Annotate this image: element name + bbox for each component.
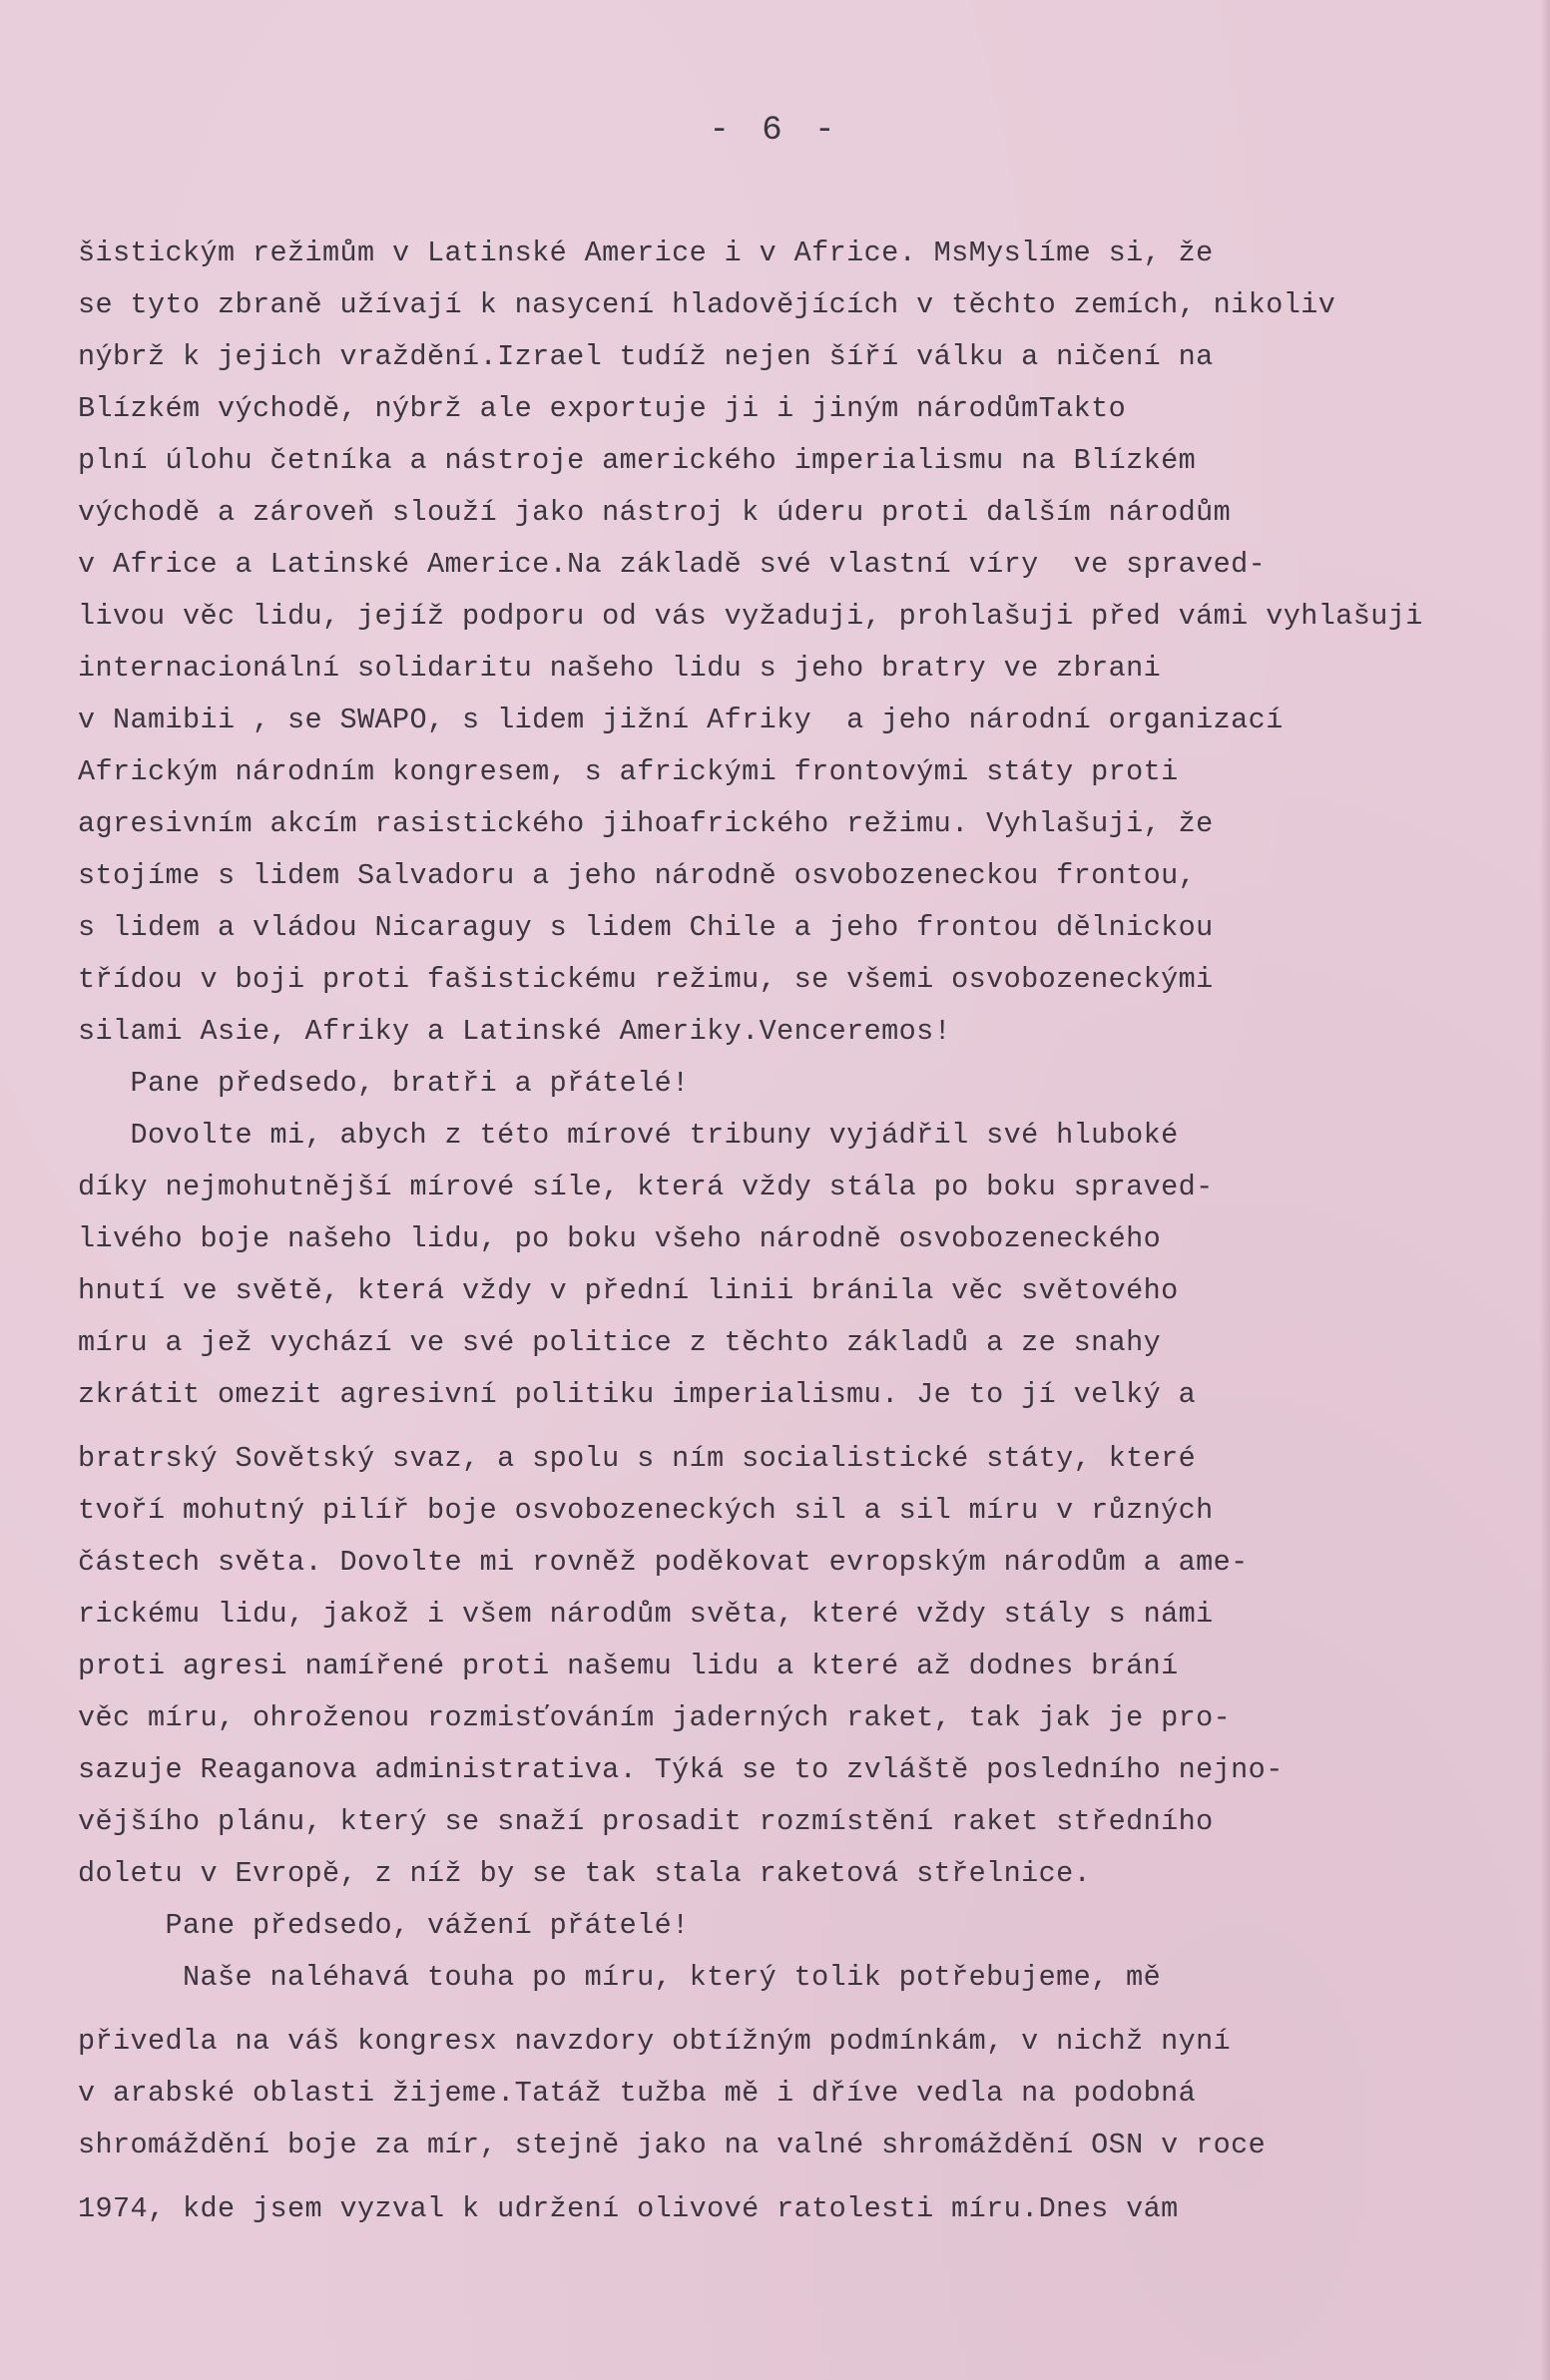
text-line: Pane předsedo, bratři a přátelé! [78, 1067, 690, 1100]
text-line: stojíme s lidem Salvadoru a jeho národně osvobozeneckou frontou, [78, 859, 1197, 892]
text-line: třídou v boji proti fašistickému režimu, se všemi osvobozeneckými [78, 963, 1214, 996]
text-line: s lidem a vládou Nicaraguy s lidem Chile a jeho frontou dělnickou [78, 911, 1214, 944]
line-gap [78, 2171, 1525, 2183]
page-edge-shadow [1540, 0, 1550, 2380]
text-line: hnutí ve světě, která vždy v přední linii bránila věc světového [78, 1274, 1179, 1307]
text-line: míru a jež vychází ve své politice z těchto základů a ze snahy [78, 1326, 1162, 1359]
text-line: šistickým režimům v Latinské Americe i v Africe. MsMyslíme si, že [78, 237, 1214, 269]
page-number: - 6 - [709, 112, 841, 150]
line-gap [78, 2004, 1525, 2016]
text-line: přivedla na váš kongresx navzdory obtížným podmínkám, v nichž nyní [78, 2025, 1232, 2058]
text-line: silami Asie, Afriky a Latinské Ameriky.Venceremos! [78, 1015, 952, 1048]
text-line: vějšího plánu, který se snaží prosadit rozmístění raket středního [78, 1805, 1214, 1838]
text-line: Dovolte mi, abych z této mírové tribuny vyjádřil své hluboké [78, 1119, 1179, 1152]
text-line: díky nejmohutnější mírové síle, která vždy stála po boku spraved- [78, 1171, 1214, 1203]
text-line: bratrský Sovětský svaz, a spolu s ním socialistické státy, které [78, 1442, 1197, 1475]
typewritten-body [78, 228, 1525, 2235]
text-line: Africkým národním kongresem, s africkými frontovými státy proti [78, 755, 1179, 788]
text-line: Pane předsedo, vážení přátelé! [78, 1909, 690, 1942]
text-line: tvoří mohutný pilíř boje osvobozeneckých sil a sil míru v různých [78, 1494, 1214, 1527]
text-line: internacionální solidaritu našeho lidu s jeho bratry ve zbrani [78, 652, 1162, 685]
text-line: 1974, kde jsem vyzval k udržení olivové ratolesti míru.Dnes vám [78, 2192, 1179, 2225]
text-line: livou věc lidu, jejíž podporu od vás vyžaduji, prohlašuji před vámi vyhlašuji [78, 600, 1423, 633]
text-line: nýbrž k jejich vraždění.Izrael tudíž nejen šíří válku a ničení na [78, 340, 1214, 373]
text-line: doletu v Evropě, z níž by se tak stala raketová střelnice. [78, 1857, 1092, 1890]
text-line: livého boje našeho lidu, po boku všeho národně osvobozeneckého [78, 1222, 1162, 1255]
text-line: agresivním akcím rasistického jihoafrického režimu. Vyhlašuji, že [78, 807, 1214, 840]
text-line: věc míru, ohroženou rozmisťováním jaderných raket, tak jak je pro- [78, 1701, 1232, 1734]
text-line: v arabské oblasti žijeme.Tatáž tužba mě i dříve vedla na podobná [78, 2077, 1197, 2110]
text-line: v Africe a Latinské Americe.Na základě své vlastní víry ve spraved- [78, 548, 1267, 581]
text-line: Blízkém východě, nýbrž ale exportuje ji i jiným národůmTakto [78, 392, 1127, 425]
text-line: sazuje Reaganova administrativa. Týká se to zvláště posledního nejno- [78, 1753, 1284, 1786]
text-line: proti agresi namířené proti našemu lidu a které až dodnes brání [78, 1650, 1179, 1682]
text-line: východě a zároveň slouží jako nástroj k úderu proti dalším národům [78, 496, 1232, 529]
text-line: se tyto zbraně užívají k nasycení hladovějících v těchto zemích, nikoliv [78, 288, 1336, 321]
text-line: rickému lidu, jakož i všem národům světa, které vždy stály s námi [78, 1598, 1214, 1631]
text-line: Naše naléhavá touha po míru, který tolik potřebujeme, mě [78, 1961, 1162, 1994]
text-line: plní úlohu četníka a nástroje amerického imperialismu na Blízkém [78, 444, 1197, 477]
line-gap [78, 1421, 1525, 1433]
text-line: v Namibii , se SWAPO, s lidem jižní Afriky a jeho národní organizací [78, 704, 1284, 736]
text-line: zkrátit omezit agresivní politiku imperialismu. Je to jí velký a [78, 1378, 1197, 1411]
text-line: shromáždění boje za mír, stejně jako na valné shromáždění OSN v roce [78, 2129, 1267, 2161]
text-line: částech světa. Dovolte mi rovněž poděkovat evropským národům a ame- [78, 1546, 1249, 1579]
